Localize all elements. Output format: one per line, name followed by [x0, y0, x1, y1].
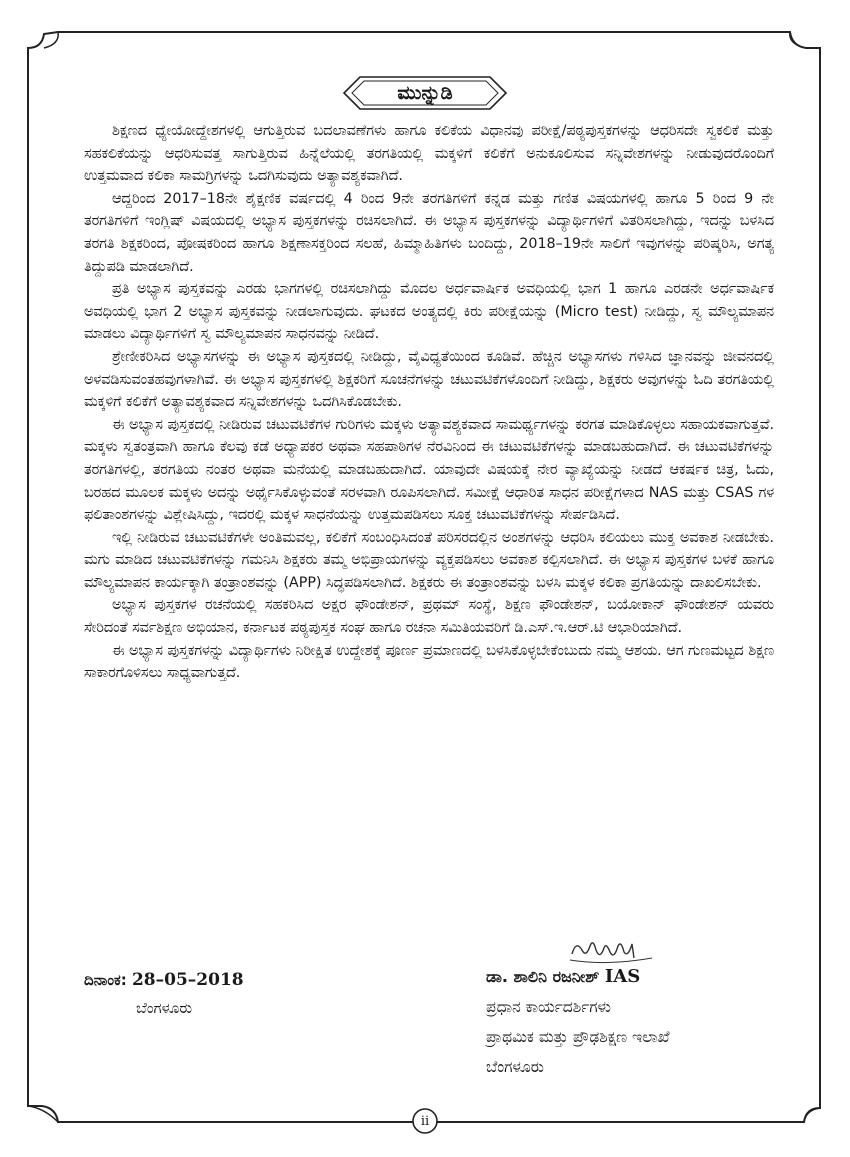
- foreword-body: [84, 120, 774, 685]
- paragraph: ಇಲ್ಲಿ ನೀಡಿರುವ ಚಟುವಟಿಕೆಗಳೇ ಅಂತಿಮವಲ್ಲ, ಕಲಿಕೆಗೆ ಸಂಬಂಧಿಸಿದಂತೆ ಪರಿಸರದಲ್ಲಿನ ಅಂಶಗಳನ್ನು ಆಧರಿಸಿ ಕಲಿಯಲು ಮುಕ್ತ ಅವಕಾಶ ನೀಡಬೇಕು. ಮಗು ಮಾಡಿದ ಚಟುವಟಿಕೆಗಳನ್ನು ಗಮನಿಸಿ ಶಿಕ್ಷಕರು ತಮ್ಮ ಅಭಿಪ್ರಾಯಗಳನ್ನು ವ್ಯಕ್ತಪಡಿಸಲು ಅವಕಾಶ ಕಲ್ಪಿಸಲಾಗಿದೆ. ಈ ಅಭ್ಯಾಸ ಪುಸ್ತಕಗಳ ಬಳಕೆ ಹಾಗೂ ಮೌಲ್ಯಮಾಪನ ಕಾರ್ಯಕ್ಕಾಗಿ ತಂತ್ರಾಂಶವನ್ನು (APP) ಸಿದ್ಧಪಡಿಸಲಾಗಿದೆ. ಶಿಕ್ಷಕರು ಈ ತಂತ್ರಾಂಶವನ್ನು ಬಳಸಿ ಮಕ್ಕಳ ಕಲಿಕಾ ಪ್ರಗತಿಯನ್ನು ದಾಖಲಿಸಬೇಕು.: [84, 529, 774, 591]
- date-place: ಬೆಂಗಳೂರು: [136, 999, 193, 1017]
- page-number: ii: [420, 1113, 430, 1129]
- signatory-department: ಪ್ರಾಥಮಿಕ ಮತ್ತು ಪ್ರೌಢಶಿಕ್ಷಣ ಇಲಾಖೆ: [486, 1028, 670, 1046]
- date-value: 28–05–2018: [131, 970, 244, 990]
- paragraph: ಶ್ರೇಣೀಕರಿಸಿದ ಅಭ್ಯಾಸಗಳನ್ನು ಈ ಅಭ್ಯಾಸ ಪುಸ್ತಕದಲ್ಲಿ ನೀಡಿದ್ದು, ವೈವಿಧ್ಯತೆಯಿಂದ ಕೂಡಿವೆ. ಹೆಚ್ಚಿನ ಅಭ್ಯಾಸಗಳು ಗಳಿಸಿದ ಜ್ಞಾನವನ್ನು ಜೀವನದಲ್ಲಿ ಅಳವಡಿಸುವಂತಹವುಗಳಾಗಿವೆ. ಈ ಅಭ್ಯಾಸ ಪುಸ್ತಕಗಳಲ್ಲಿ ಶಿಕ್ಷಕರಿಗೆ ಸೂಚನೆಗಳನ್ನು ಚಟುವಟಿಕೆಗಳೊಂದಿಗೆ ನೀಡಿದ್ದು, ಶಿಕ್ಷಕರು ಅವುಗಳನ್ನು ಓದಿ ತರಗತಿಯಲ್ಲಿ ಮಕ್ಕಳಿಗೆ ಕಲಿಕೆಗೆ ಅತ್ಯಾವಶ್ಯಕವಾದ ಸನ್ನಿವೇಶಗಳನ್ನು ಒದಗಿಸಿಕೊಡಬೇಕು.: [84, 348, 774, 411]
- page-title: ಮುನ್ನುಡಿ: [397, 82, 453, 104]
- signatory-name-line: [486, 962, 670, 992]
- signatory-city: ಬೆಂಗಳೂರು: [486, 1058, 544, 1076]
- paragraph: ಈ ಅಭ್ಯಾಸ ಪುಸ್ತಕಗಳನ್ನು ವಿದ್ಯಾರ್ಥಿಗಳು ನಿರೀಕ್ಷಿತ ಉದ್ದೇಶಕ್ಕೆ ಪೂರ್ಣ ಪ್ರಮಾಣದಲ್ಲಿ ಬಳಸಿಕೊಳ್ಳಬೇಕೆಂಬುದು ನಮ್ಮ ಆಶಯ. ಆಗ ಗುಣಮಟ್ಟದ ಶಿಕ್ಷಣ ಸಾಕಾರಗೊಳಿಸಲು ಸಾಧ್ಯವಾಗುತ್ತದೆ.: [84, 642, 774, 682]
- paragraph: ಶಿಕ್ಷಣದ ಧ್ಯೇಯೋದ್ದೇಶಗಳಲ್ಲಿ ಆಗುತ್ತಿರುವ ಬದಲಾವಣೆಗಳು ಹಾಗೂ ಕಲಿಕೆಯ ವಿಧಾನವು ಪರೀಕ್ಷೆ/ಪಠ್ಯಪುಸ್ತಕಗಳನ್ನು ಆಧರಿಸದೇ ಸ್ವಕಲಿಕೆ ಮತ್ತು ಸಹಕಲಿಕೆಯನ್ನು ಆಧರಿಸುವತ್ತ ಸಾಗುತ್ತಿರುವ ಹಿನ್ನೆಲೆಯಲ್ಲಿ ತರಗತಿಯಲ್ಲಿ ಮಕ್ಕಳಿಗೆ ಕಲಿಕೆಗೆ ಅನುಕೂಲಿಸುವ ಸನ್ನಿವೇಶಗಳನ್ನು ನೀಡುವುದರೊಂದಿಗೆ ಉತ್ತಮವಾದ ಕಲಿಕಾ ಸಾಮಗ್ರಿಗಳನ್ನು ಒದಗಿಸುವುದು ಅತ್ಯಾವಶ್ಯಕವಾಗಿದೆ.: [84, 123, 774, 185]
- paragraph: ಪ್ರತಿ ಅಭ್ಯಾಸ ಪುಸ್ತಕವನ್ನು ಎರಡು ಭಾಗಗಳಲ್ಲಿ ರಚಿಸಲಾಗಿದ್ದು ಮೊದಲ ಅರ್ಧವಾರ್ಷಿಕ ಅವಧಿಯಲ್ಲಿ ಭಾಗ 1 ಹಾಗೂ ಎರಡನೇ ಅರ್ಧವಾರ್ಷಿಕ ಅವಧಿಯಲ್ಲಿ ಭಾಗ 2 ಅಭ್ಯಾಸ ಪುಸ್ತಕವನ್ನು ನೀಡಲಾಗುವುದು. ಘಟಕದ ಅಂತ್ಯದಲ್ಲಿ ಕಿರು ಪರೀಕ್ಷೆಯನ್ನು (Micro test) ನೀಡಿದ್ದು, ಸ್ವ ಮೌಲ್ಯಮಾಪನ ಮಾಡಲು ವಿದ್ಯಾರ್ಥಿಗಳಿಗೆ ಸ್ವ ಮೌಲ್ಯಮಾಪನ ಸಾಧನವನ್ನು ನೀಡಿದೆ.: [84, 281, 774, 343]
- date-block: [84, 966, 244, 1022]
- signatory-block: [486, 962, 670, 1082]
- paragraph: ಈ ಅಭ್ಯಾಸ ಪುಸ್ತಕದಲ್ಲಿ ನೀಡಿರುವ ಚಟುವಟಿಕೆಗಳ ಗುರಿಗಳು ಮಕ್ಕಳು ಅತ್ಯಾವಶ್ಯಕವಾದ ಸಾಮರ್ಥ್ಯಗಳನ್ನು ಕರಗತ ಮಾಡಿಕೊಳ್ಳಲು ಸಹಾಯಕವಾಗುತ್ತವೆ. ಮಕ್ಕಳು ಸ್ವತಂತ್ರವಾಗಿ ಹಾಗೂ ಕೆಲವು ಕಡೆ ಅಧ್ಯಾಪಕರ ಅಥವಾ ಸಹಪಾಠಿಗಳ ನೆರವಿನಿಂದ ಈ ಚಟುವಟಿಕೆಗಳನ್ನು ಮಾಡಬಹುದಾಗಿದೆ. ಈ ಚಟುವಟಿಕೆಗಳನ್ನು ತರಗತಿಗಳಲ್ಲಿ, ತರಗತಿಯ ನಂತರ ಅಥವಾ ಮನೆಯಲ್ಲಿ ಮಾಡಬಹುದಾಗಿದೆ. ಯಾವುದೇ ವಿಷಯಕ್ಕೆ ನೇರ ವ್ಯಾಖ್ಯೆಯನ್ನು ನೀಡದೆ ಆಕರ್ಷಕ ಚಿತ್ರ, ಓದು, ಬರಹದ ಮೂಲಕ ಮಕ್ಕಳು ಅದನ್ನು ಅರ್ಥೈಸಿಕೊಳ್ಳುವಂತೆ ಸರಳವಾಗಿ ರೂಪಿಸಲಾಗಿದೆ. ಸಮೀಕ್ಷೆ ಆಧಾರಿತ ಸಾಧನ ಪರೀಕ್ಷೆಗಳಾದ NAS ಮತ್ತು CSAS ಗಳ ಫಲಿತಾಂಶಗಳನ್ನು ವಿಶ್ಲೇಷಿಸಿದ್ದು, ಇದರಲ್ಲಿ ಮಕ್ಕಳ ಸಾಧನೆಯನ್ನು ಉತ್ತಮಪಡಿಸಲು ಸೂಕ್ತ ಚಟುವಟಿಕೆಗಳನ್ನು ಸೇರ್ಪಡಿಸಿದೆ.: [84, 416, 774, 524]
- date-label: ದಿನಾಂಕ:: [84, 971, 127, 989]
- signatory-suffix: IAS: [604, 966, 641, 987]
- date-line: [84, 966, 244, 994]
- title-banner: [340, 73, 510, 113]
- signatory-name: ಡಾ. ಶಾಲಿನಿ ರಜನೀಶ್: [486, 967, 600, 986]
- paragraph: ಆದ್ದರಿಂದ 2017–18ನೇ ಶೈಕ್ಷಣಿಕ ವರ್ಷದಲ್ಲಿ 4 ರಿಂದ 9ನೇ ತರಗತಿಗಳಿಗೆ ಕನ್ನಡ ಮತ್ತು ಗಣಿತ ವಿಷಯಗಳಲ್ಲಿ ಹಾಗೂ 5 ರಿಂದ 9 ನೇ ತರಗತಿಗಳಿಗೆ ಇಂಗ್ಲಿಷ್ ವಿಷಯದಲ್ಲಿ ಅಭ್ಯಾಸ ಪುಸ್ತಕಗಳನ್ನು ರಚಿಸಲಾಗಿದೆ. ಈ ಅಭ್ಯಾಸ ಪುಸ್ತಕಗಳನ್ನು ವಿದ್ಯಾರ್ಥಿಗಳಿಗೆ ವಿತರಿಸಲಾಗಿದ್ದು, ಇದನ್ನು ಬಳಸಿದ ತರಗತಿ ಶಿಕ್ಷಕರಿಂದ, ಪೋಷಕರಿಂದ ಹಾಗೂ ಶಿಕ್ಷಣಾಸಕ್ತರಿಂದ ಸಲಹೆ, ಹಿಮ್ಮಾಹಿತಿಗಳು ಬಂದಿದ್ದು, 2018–19ನೇ ಸಾಲಿಗೆ ಇವುಗಳನ್ನು ಪರಿಷ್ಕರಿಸಿ, ಅಗತ್ಯ ತಿದ್ದುಪಡಿ ಮಾಡಲಾಗಿದೆ.: [84, 190, 774, 275]
- signatory-designation: ಪ್ರಧಾನ ಕಾರ್ಯದರ್ಶಿಗಳು: [486, 998, 611, 1016]
- paragraph: ಅಭ್ಯಾಸ ಪುಸ್ತಕಗಳ ರಚನೆಯಲ್ಲಿ ಸಹಕರಿಸಿದ ಅಕ್ಷರ ಫೌಂಡೇಶನ್, ಪ್ರಥಮ್ ಸಂಸ್ಥೆ, ಶಿಕ್ಷಣ ಫೌಂಡೇಶನ್, ಬಯೋಕಾನ್ ಫೌಂಡೇಶನ್ ಯವರು ಸೇರಿದಂತೆ ಸರ್ವಶಿಕ್ಷಣ ಅಭಿಯಾನ, ಕರ್ನಾಟಕ ಪಠ್ಯಪುಸ್ತಕ ಸಂಘ ಹಾಗೂ ರಚನಾ ಸಮಿತಿಯವರಿಗೆ ಡಿ.ಎಸ್.ಇ.ಆರ್.ಟಿ ಆಭಾರಿಯಾಗಿದೆ.: [84, 597, 774, 637]
